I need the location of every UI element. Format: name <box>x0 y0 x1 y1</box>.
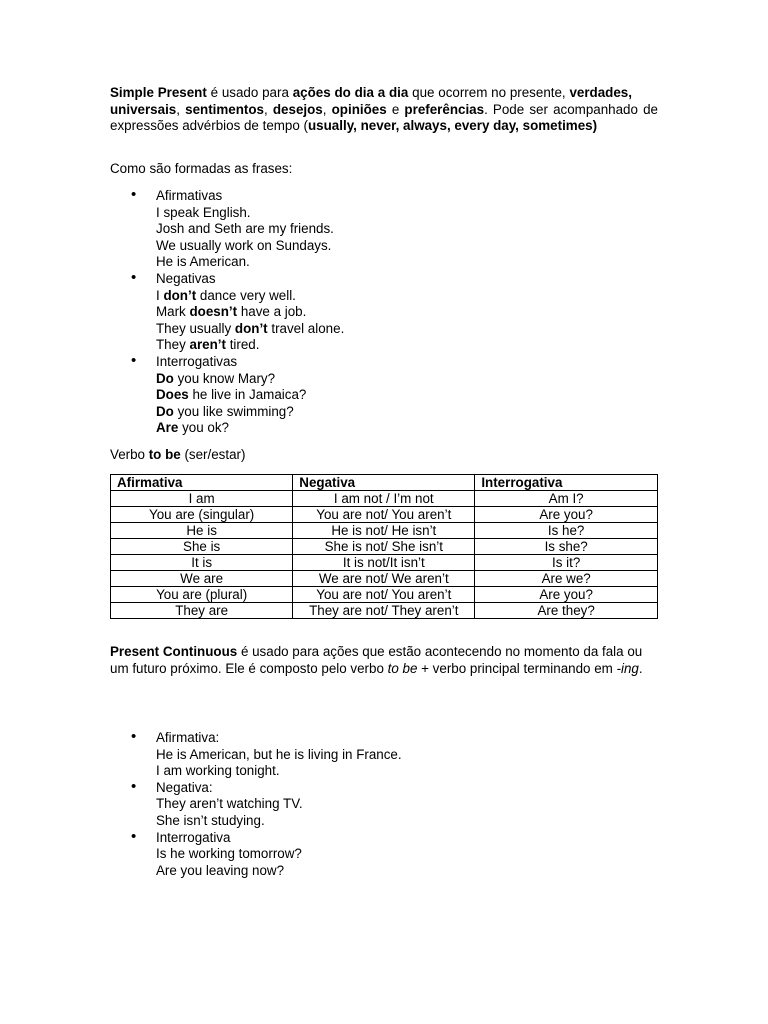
present-continuous-term: Present Continuous <box>110 644 238 659</box>
bold-fragment: opiniões <box>331 101 387 117</box>
example-line: I speak English. <box>156 204 251 220</box>
example-line: I don’t dance very well. <box>156 287 296 303</box>
example-line: He is American, but he is living in France. <box>156 746 402 762</box>
table-cell: It is not/It isn’t <box>293 555 475 571</box>
table-row <box>111 571 658 587</box>
present-continuous-list <box>110 730 402 879</box>
simple-present-paragraph <box>110 85 658 135</box>
table-cell: She is not/ She isn’t <box>293 539 475 555</box>
bold-fragment: desejos <box>272 101 323 117</box>
list-item-afirmativas <box>110 188 344 271</box>
table-header-row <box>111 475 658 491</box>
column-header: Negativa <box>293 475 475 491</box>
text-fragment: e <box>391 101 400 117</box>
table-cell: Is she? <box>475 539 658 555</box>
formation-intro: Como são formadas as frases: <box>110 161 293 176</box>
text-fragment: , <box>322 101 327 117</box>
text-fragment: é usado para <box>210 85 289 100</box>
example-line: Does he live in Jamaica? <box>156 387 307 403</box>
table-cell: I am not / I’m not <box>293 491 475 507</box>
table-row <box>111 555 658 571</box>
table-cell: Are you? <box>475 587 658 603</box>
table-cell: You are not/ You aren’t <box>293 587 475 603</box>
list-title: • Interrogativas <box>156 353 238 369</box>
table-cell: They are not/ They aren’t <box>293 603 475 619</box>
table-cell: She is <box>111 539 293 555</box>
example-line: Is he working tomorrow? <box>156 846 302 862</box>
table-cell: Is it? <box>475 555 658 571</box>
table-row <box>111 491 658 507</box>
table-cell: They are <box>111 603 293 619</box>
column-header: Afirmativa <box>111 475 293 491</box>
bold-fragment: preferências <box>404 101 485 117</box>
table-cell: I am <box>111 491 293 507</box>
example-line: Do you like swimming? <box>156 403 294 419</box>
table-row <box>111 539 658 555</box>
bold-fragment: usually, never, always, every day, sometimes) <box>308 118 598 134</box>
simple-present-list <box>110 188 344 437</box>
example-line: They aren’t watching TV. <box>156 796 303 812</box>
example-line: Are you leaving now? <box>156 862 285 878</box>
table-cell: Are we? <box>475 571 658 587</box>
table-cell: We are <box>111 571 293 587</box>
table-cell: You are (singular) <box>111 507 293 523</box>
list-item-afirmativa <box>110 730 402 780</box>
table-row <box>111 587 658 603</box>
list-title: • Interrogativa <box>156 829 231 845</box>
example-line: She isn’t studying. <box>156 812 265 828</box>
bold-fragment: universais <box>110 101 177 117</box>
table-cell: You are not/ You aren’t <box>293 507 475 523</box>
text-fragment: , <box>264 101 268 117</box>
verb-to-be-table <box>110 474 658 619</box>
verb-to-be-label: Verbo to be (ser/estar) <box>110 447 246 462</box>
list-title: • Negativa: <box>156 779 213 795</box>
bold-fragment: ações do dia a dia <box>292 85 409 100</box>
text-fragment: , <box>176 101 180 117</box>
table-cell: It is <box>111 555 293 571</box>
table-row <box>111 523 658 539</box>
example-line: We usually work on Sundays. <box>156 237 332 253</box>
table-cell: Am I? <box>475 491 658 507</box>
list-item-negativa <box>110 780 402 830</box>
bold-fragment: sentimentos <box>185 101 264 117</box>
list-title: • Afirmativa: <box>156 730 220 745</box>
table-cell: He is <box>111 523 293 539</box>
example-line: I am working tonight. <box>156 763 280 779</box>
text-fragment: . Pode ser acompanhado de expressões advérbios de tempo ( <box>110 101 658 134</box>
column-header: Interrogativa <box>475 475 658 491</box>
example-line: Mark doesn’t have a job. <box>156 304 307 320</box>
table-cell: He is not/ He isn’t <box>293 523 475 539</box>
simple-present-term: Simple Present <box>110 85 207 100</box>
text-fragment: que ocorrem no presente, <box>412 85 566 100</box>
list-title: • Afirmativas <box>156 188 223 203</box>
list-title: • Negativas <box>156 270 216 286</box>
example-line: They usually don’t travel alone. <box>156 320 345 336</box>
list-item-negativas <box>110 271 344 354</box>
table-cell: Are you? <box>475 507 658 523</box>
list-item-interrogativas <box>110 354 344 437</box>
example-line: Do you know Mary? <box>156 370 276 386</box>
table-cell: Is he? <box>475 523 658 539</box>
table-cell: You are (plural) <box>111 587 293 603</box>
present-continuous-paragraph: Present Continuous é usado para ações que estão acontecendo no momento da fala ou um futuro próximo. Ele é composto pelo verbo to be + verbo principal terminando em -ing. <box>110 644 643 676</box>
list-item-interrogativa <box>110 830 402 880</box>
table-cell: Are they? <box>475 603 658 619</box>
table-row <box>111 603 658 619</box>
table-cell: We are not/ We aren’t <box>293 571 475 587</box>
example-line: They aren’t tired. <box>156 337 260 353</box>
example-line: Are you ok? <box>156 420 229 436</box>
example-line: Josh and Seth are my friends. <box>156 221 334 237</box>
example-line: He is American. <box>156 254 250 270</box>
bold-fragment: verdades, <box>569 85 632 100</box>
table-row <box>111 507 658 523</box>
